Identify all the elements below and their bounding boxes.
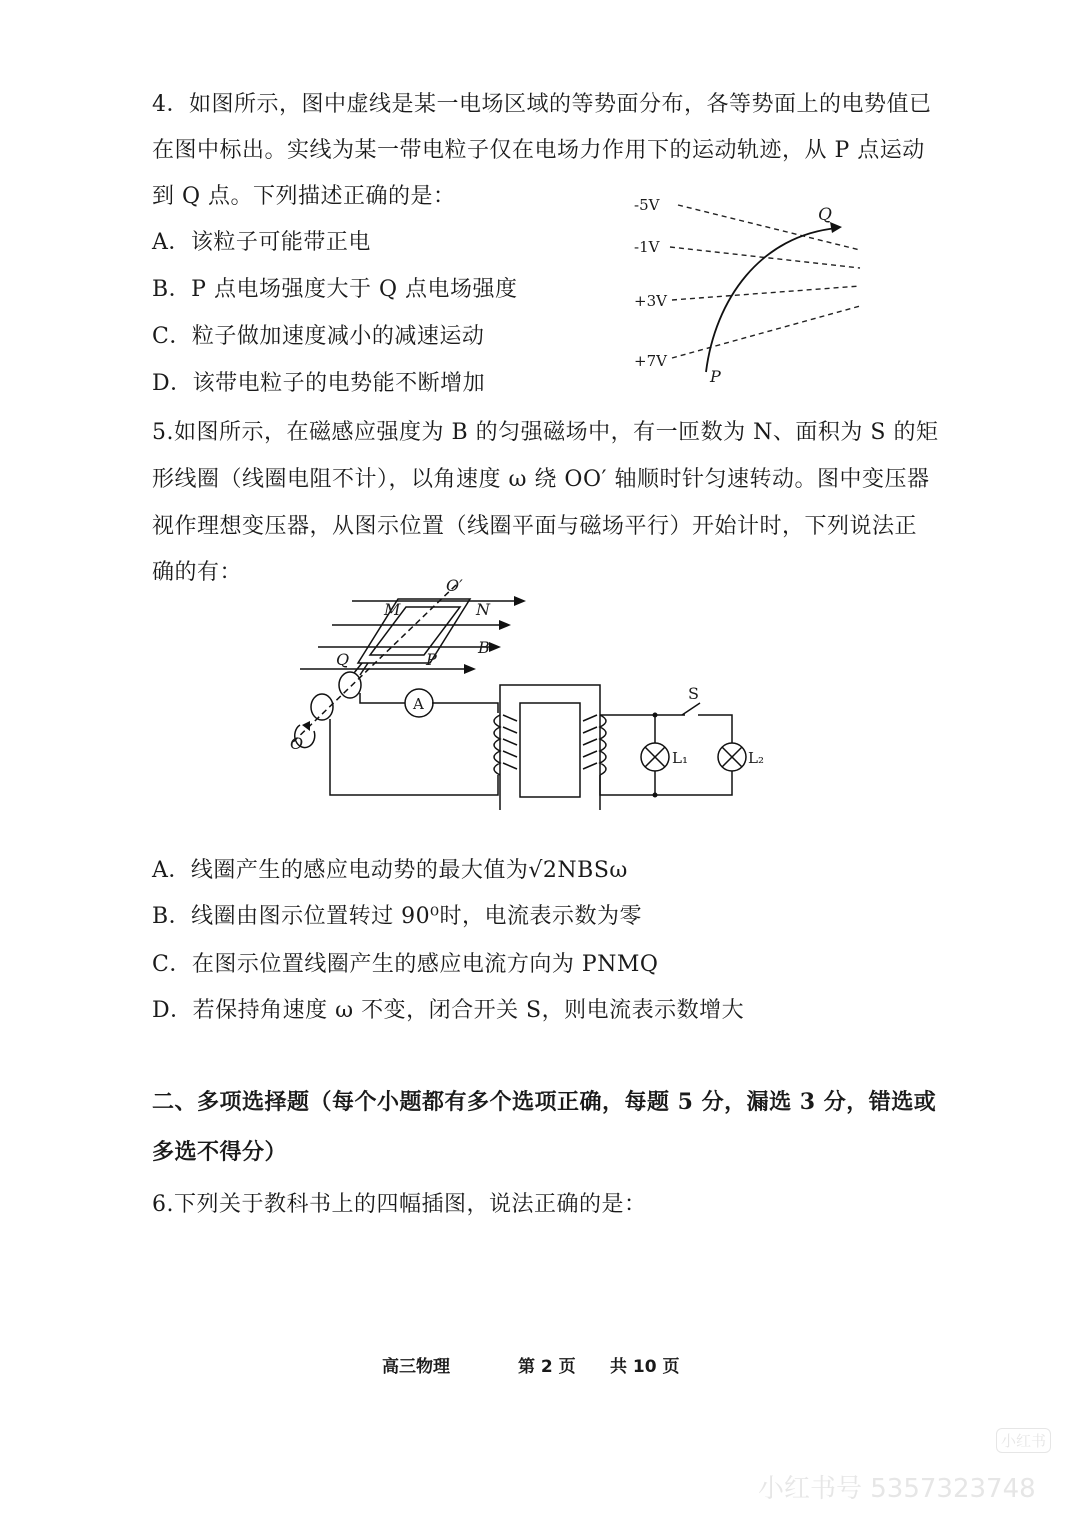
- q5-stem-line-3: 视作理想变压器，从图示位置（线圈平面与磁场平行）开始计时，下列说法正: [152, 514, 918, 539]
- q5-stem-line-1: 5.如图所示，在磁感应强度为 B 的匀强磁场中，有一匝数为 N、面积为 S 的矩: [152, 420, 939, 445]
- primary-wire-bottom: [330, 719, 498, 795]
- potential-label-plus3: +3V: [634, 292, 667, 310]
- equipotential-line: [672, 306, 860, 358]
- equipotential-line: [672, 286, 860, 300]
- lamp-l2-label: L₂: [748, 749, 764, 767]
- section-2-title-line-2: 多选不得分）: [152, 1139, 288, 1165]
- footer-page-number: 第 2 页: [518, 1357, 576, 1377]
- point-p-label: P: [710, 367, 721, 386]
- footer-total-pages: 共 10 页: [610, 1357, 680, 1377]
- corner-m-label: M: [384, 600, 401, 619]
- axis-top-label: O′: [446, 576, 463, 595]
- switch-s: [682, 703, 700, 715]
- point-q-label: Q: [818, 205, 832, 225]
- transformer-core-inner: [520, 703, 580, 797]
- q5-option-d: D．若保持角速度 ω 不变，闭合开关 S，则电流表示数增大: [152, 998, 745, 1023]
- q5-option-a: A．线圈产生的感应电动势的最大值为√2NBSω: [152, 858, 628, 883]
- account-watermark: 小红书号 5357323748: [758, 1474, 1036, 1504]
- field-b-label: B: [478, 638, 490, 657]
- slip-ring: [339, 672, 361, 698]
- potential-label-minus5: -5V: [634, 196, 660, 214]
- corner-q-label: Q: [336, 650, 350, 669]
- q4-option-d: D．该带电粒子的电势能不断增加: [152, 371, 486, 396]
- secondary-winding: [600, 715, 606, 775]
- lamp-l1-label: L₁: [672, 749, 688, 767]
- particle-trajectory: [706, 228, 838, 372]
- q4-option-c: C．粒子做加速度减小的减速运动: [152, 324, 485, 349]
- ammeter-label: A: [413, 695, 424, 713]
- q4-option-a: A．该粒子可能带正电: [152, 230, 371, 255]
- q4-option-b: B．P 点电场强度大于 Q 点电场强度: [152, 277, 518, 302]
- footer-subject: 高三物理: [382, 1357, 450, 1377]
- rectangular-coil: [358, 599, 470, 663]
- primary-winding: [494, 715, 500, 775]
- primary-wire-top: [360, 693, 405, 703]
- q5-generator-transformer-figure: [270, 575, 780, 810]
- q4-stem-line-1: 4．如图所示，图中虚线是某一电场区域的等势面分布，各等势面上的电势值已: [152, 92, 932, 117]
- potential-label-plus7: +7V: [634, 352, 667, 370]
- corner-n-label: N: [476, 600, 490, 619]
- secondary-wire-bottom: [600, 771, 732, 795]
- switch-s-label: S: [688, 684, 699, 703]
- q4-stem-line-2: 在图中标出。实线为某一带电粒子仅在电场力作用下的运动轨迹，从 P 点运动: [152, 138, 925, 163]
- xiaohongshu-logo-watermark: 小红书: [996, 1428, 1051, 1453]
- q5-option-b: B．线圈由图示位置转过 90⁰时，电流表示数为零: [152, 904, 642, 929]
- q6-stem-line-1: 6.下列关于教科书上的四幅插图，说法正确的是：: [152, 1192, 647, 1217]
- q4-stem-line-3: 到 Q 点。下列描述正确的是：: [152, 184, 456, 209]
- primary-wire-top-right: [432, 703, 498, 713]
- q4-equipotential-figure: [620, 190, 880, 390]
- section-2-title-line-1: 二、多项选择题（每个小题都有多个选项正确，每题 5 分，漏选 3 分，错选或: [152, 1089, 937, 1115]
- corner-p-label: P: [426, 650, 437, 669]
- q5-stem-line-4: 确的有：: [152, 560, 243, 585]
- q5-stem-line-2: 形线圈（线圈电阻不计），以角速度 ω 绕 OO′ 轴顺时针匀速转动。图中变压器: [152, 467, 930, 492]
- secondary-wire-top-right: [698, 715, 732, 743]
- axis-bottom-label: O: [290, 734, 304, 753]
- q5-option-c: C．在图示位置线圈产生的感应电流方向为 PNMQ: [152, 952, 659, 977]
- potential-label-minus1: -1V: [634, 238, 660, 256]
